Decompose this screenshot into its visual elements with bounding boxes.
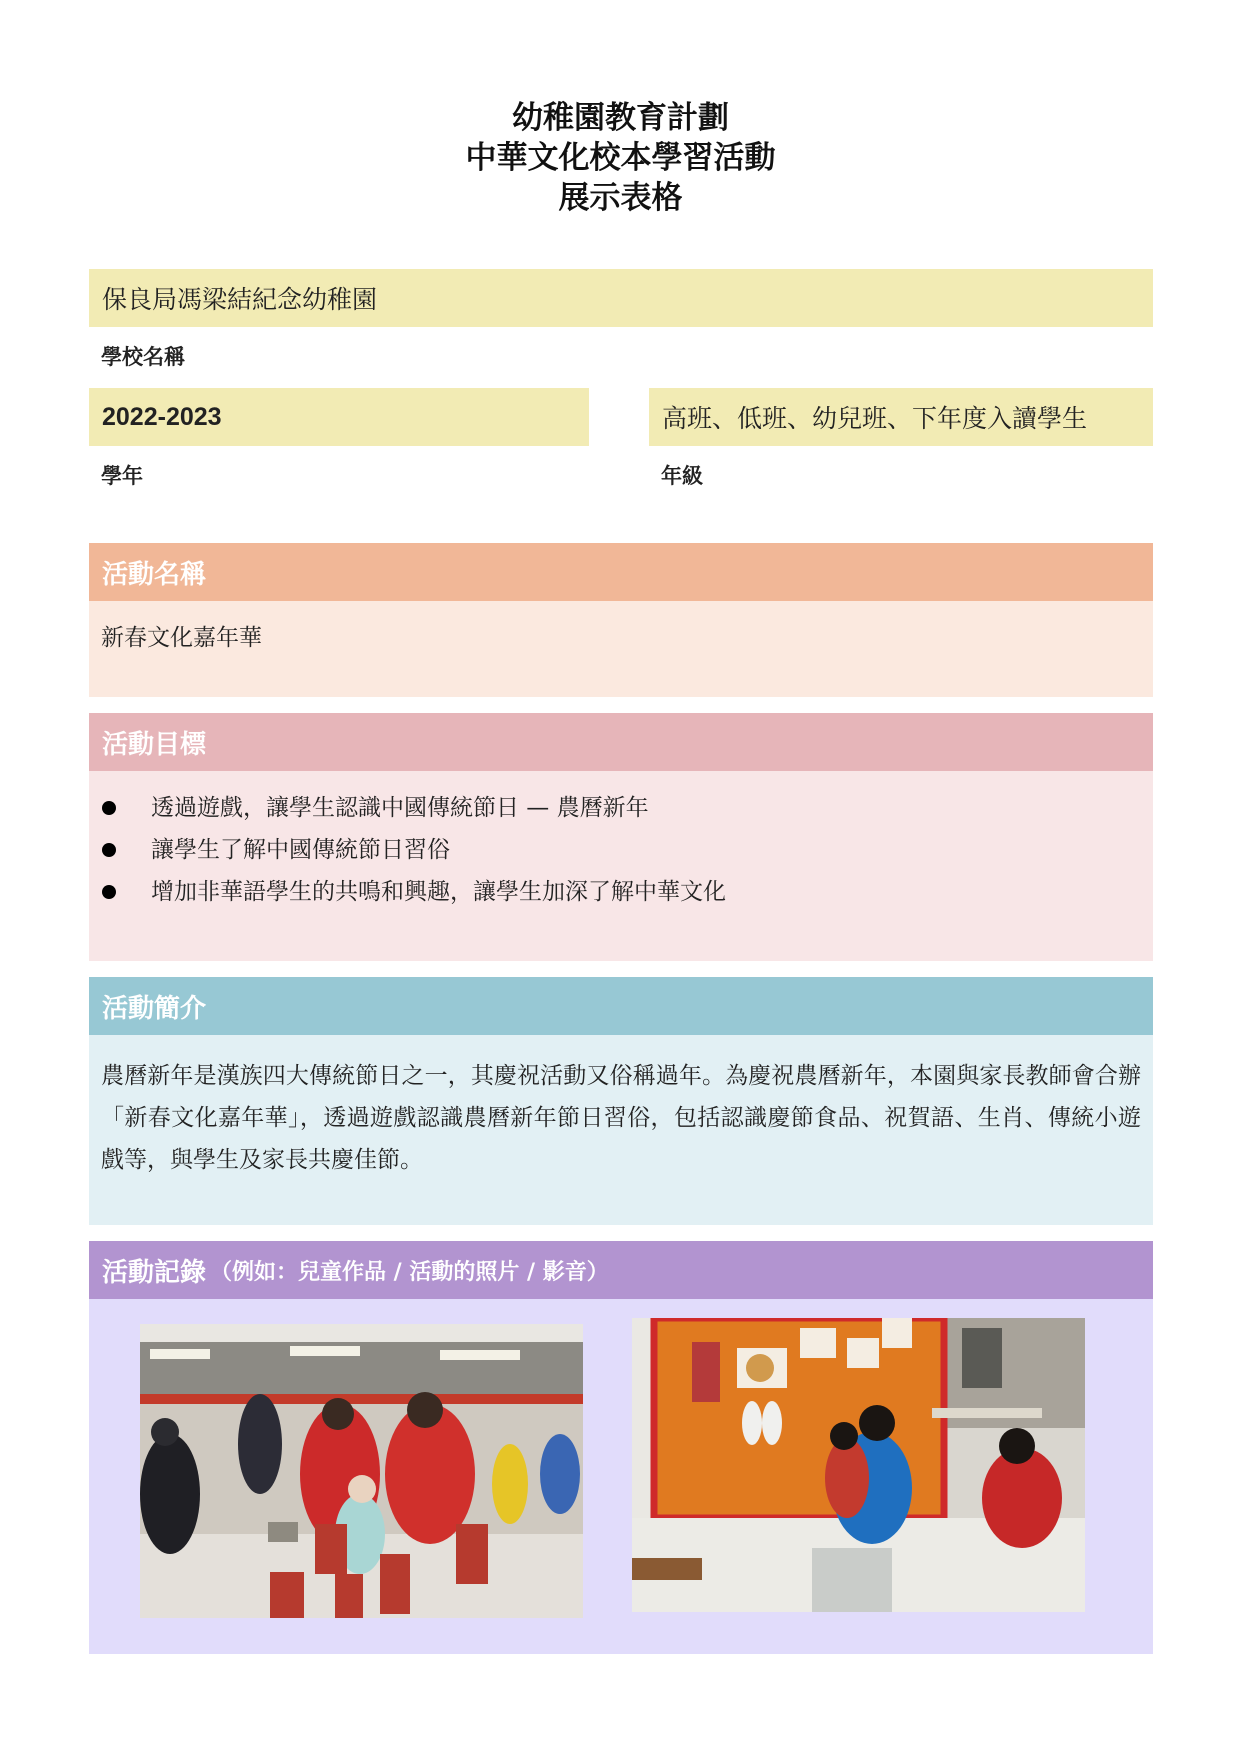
- bullet-icon: [102, 843, 116, 857]
- activity-photo-1: [140, 1324, 583, 1618]
- school-year-field: [89, 388, 589, 446]
- introduction-heading-text: 活動簡介: [102, 993, 207, 1024]
- objectives-list: [89, 771, 1153, 913]
- record-heading-text: 活動記錄: [102, 1257, 207, 1288]
- list-item: [89, 829, 1153, 871]
- school-year-label: 學年: [101, 464, 143, 488]
- record-heading-note: （例如：兒童作品 / 活動的照片 / 影音）: [210, 1259, 609, 1285]
- record-heading: [89, 1241, 1153, 1299]
- objectives-body: [89, 771, 1153, 961]
- school-name-label: 學校名稱: [101, 345, 185, 369]
- objective-text: 增加非華語學生的共鳴和興趣，讓學生加深了解中華文化: [151, 879, 726, 905]
- introduction-body: [89, 1035, 1153, 1225]
- list-item: [89, 871, 1153, 913]
- objectives-heading: [89, 713, 1153, 771]
- grade-field: [649, 388, 1153, 446]
- objectives-heading-text: 活動目標: [102, 729, 207, 760]
- introduction-text: 農曆新年是漢族四大傳統節日之一，其慶祝活動又俗稱過年。為慶祝農曆新年，本園與家長教師會合辦「新春文化嘉年華」，透過遊戲認識農曆新年節日習俗，包括認識慶節食品、祝賀語、生肖、傳統小遊戲等，與學生及家長共慶佳節。: [101, 1063, 1141, 1173]
- title-line-1: 幼稚園教育計劃: [512, 100, 729, 136]
- activity-photo-2: [632, 1318, 1085, 1612]
- introduction-heading: [89, 977, 1153, 1035]
- grade-value: 高班、低班、幼兒班、下年度入讀學生: [662, 404, 1088, 433]
- school-year-value: 2022-2023: [102, 402, 222, 431]
- activity-name-heading: [89, 543, 1153, 601]
- title-line-3: 展示表格: [558, 180, 683, 216]
- activity-name-heading-text: 活動名稱: [102, 559, 207, 590]
- photo-1-graphic: [140, 1324, 583, 1618]
- objective-text: 透過遊戲，讓學生認識中國傳統節日 — 農曆新年: [151, 795, 649, 821]
- grade-label: 年級: [661, 464, 703, 488]
- title-line-2: 中華文化校本學習活動: [465, 140, 776, 176]
- bullet-icon: [102, 801, 116, 815]
- school-name-field: [89, 269, 1153, 327]
- activity-name-body: [89, 601, 1153, 697]
- objective-text: 讓學生了解中國傳統節日習俗: [151, 837, 450, 863]
- bullet-icon: [102, 885, 116, 899]
- photo-2-graphic: [632, 1318, 1085, 1612]
- activity-name-value: 新春文化嘉年華: [101, 625, 262, 651]
- list-item: [89, 787, 1153, 829]
- page-title: [0, 98, 1241, 218]
- school-name-value: 保良局馮梁結紀念幼稚園: [102, 285, 378, 314]
